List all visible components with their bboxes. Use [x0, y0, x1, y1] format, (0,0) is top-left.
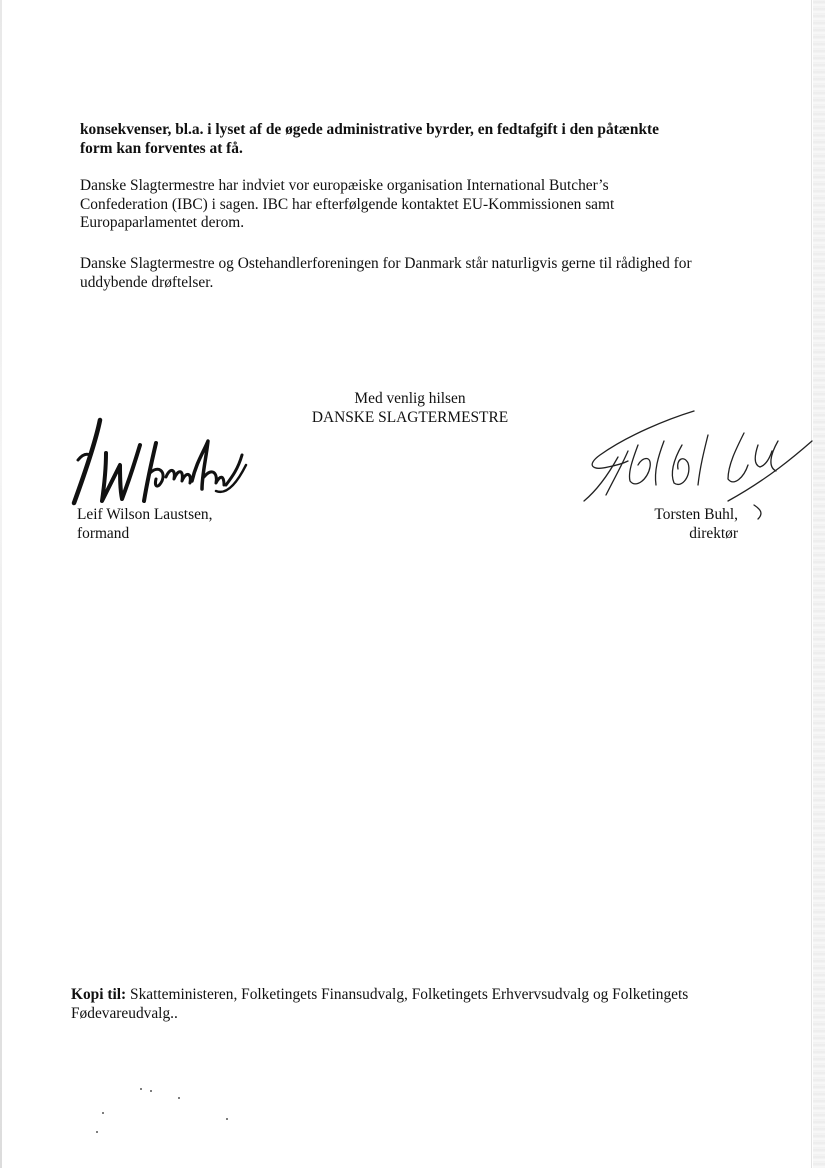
- copy-line-2: Fødevareudvalg..: [71, 1004, 178, 1022]
- paragraph-line: konsekvenser, bl.a. i lyset af de øgede administrative byrder, en fedtafgift i den påtænkte: [80, 121, 659, 138]
- scan-speck: [96, 1131, 98, 1133]
- scan-speck: [226, 1118, 228, 1120]
- scan-edge-right: [813, 0, 825, 1168]
- closing-organization: DANSKE SLAGTERMESTRE: [311, 408, 509, 426]
- scan-speck: [140, 1088, 142, 1090]
- signatory-right: [654, 506, 738, 543]
- scan-speck: [150, 1090, 152, 1092]
- paragraph-line: Confederation (IBC) i sagen. IBC har efterfølgende kontaktet EU-Kommissionen samt: [80, 195, 615, 213]
- signatory-left: [77, 506, 212, 543]
- signature-right-image: [578, 405, 814, 520]
- paragraph-conclusion: [80, 121, 750, 158]
- scan-edge-left: [0, 0, 2, 1168]
- copy-to-block: [71, 986, 751, 1023]
- signature-left-image: [66, 415, 256, 510]
- copy-line-1: [71, 986, 751, 1005]
- closing-greeting: Med venlig hilsen: [354, 390, 466, 407]
- copy-label: Kopi til:: [71, 986, 127, 1003]
- closing-block: [250, 390, 570, 427]
- signatory-left-title: formand: [77, 524, 130, 542]
- paragraph-line: form kan forventes at få.: [80, 139, 243, 157]
- paragraph-line: Danske Slagtermestre og Ostehandlerforeningen for Danmark står naturligvis gerne til rådighed for: [80, 255, 692, 272]
- scan-speck: [102, 1112, 104, 1114]
- paragraph-line: uddybende drøftelser.: [80, 273, 214, 291]
- signatory-left-name: Leif Wilson Laustsen,: [77, 506, 213, 523]
- signatory-right-name: Torsten Buhl,: [654, 506, 738, 523]
- copy-recipients: Skatteministeren, Folketingets Finansudvalg, Folketingets Erhvervsudvalg og Folketingets: [126, 986, 689, 1003]
- paragraph-availability: [80, 255, 750, 292]
- scan-speck: [178, 1097, 180, 1099]
- paragraph-ibc: [80, 177, 750, 233]
- signatory-right-title: direktør: [689, 524, 738, 542]
- paragraph-line: Danske Slagtermestre har indviet vor europæiske organisation International Butcher’s: [80, 177, 609, 194]
- scan-edge-right-line: [811, 0, 812, 1168]
- paragraph-line: Europaparlamentet derom.: [80, 214, 245, 231]
